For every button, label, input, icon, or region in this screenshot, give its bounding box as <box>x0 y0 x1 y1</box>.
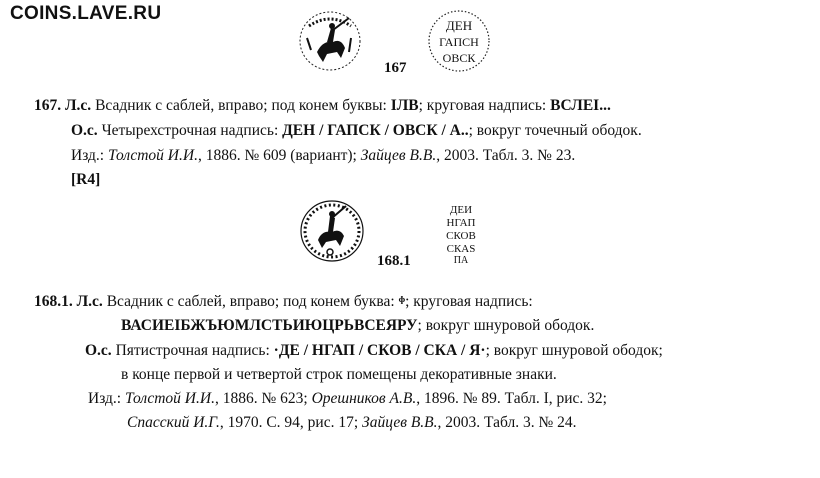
text: , 2003. Табл. 3. № 24. <box>437 414 577 431</box>
coin-168-text-line: СКАS <box>446 243 476 255</box>
entry-number: 168.1. Л.с. <box>34 293 103 310</box>
text: Пятистрочная надпись: <box>111 342 274 359</box>
text-italic: Толстой И.И. <box>107 147 198 164</box>
rarity-167: [R4] <box>71 171 101 188</box>
entry-167-line-2 <box>71 121 642 141</box>
text: ; вокруг шнуровой ободок. <box>417 317 595 334</box>
coin-168-reverse-image <box>298 198 366 264</box>
entry-168-line-6 <box>127 413 577 433</box>
text: , 1970. С. 94, рис. 17; <box>219 414 363 431</box>
text: ; круговая надпись: <box>405 293 533 310</box>
text: ; вокруг шнуровой ободок; <box>485 342 663 359</box>
coin-167-reverse-image <box>297 8 363 74</box>
coin-168-text-line: СКОВ <box>446 230 476 242</box>
entry-168-line-3 <box>85 341 663 361</box>
text: Четырехстрочная надпись: <box>97 122 283 139</box>
coin-168-text-line: ПА <box>453 255 469 266</box>
text-italic: Зайцев В.В. <box>362 414 438 431</box>
text-bold: IЛВ <box>390 97 419 114</box>
text-italic: Толстой И.И. <box>124 390 215 407</box>
coin-167-text-line: ОВСК <box>442 51 476 65</box>
entry-167-line-1 <box>34 96 611 116</box>
coin-167-text-line: ГАПСН <box>439 35 479 49</box>
text: Всадник с саблей, вправо; под конем буква: <box>102 293 399 310</box>
entry-168-line-1 <box>34 292 533 312</box>
text-bold: ДЕН / ГАПСК / ОВСК / А.. <box>282 122 469 139</box>
text-italic: Спасский И.Г. <box>127 414 220 431</box>
text: , 1886. № 623; <box>214 390 312 407</box>
text: Изд.: <box>71 147 108 164</box>
coin-168-text-line: НГАП <box>446 217 476 229</box>
site-watermark: COINS.LAVE.RU <box>10 3 162 24</box>
text: ; вокруг точечный ободок. <box>468 122 642 139</box>
entry-168-line-4 <box>121 365 557 385</box>
text-bold: ВАСИЕIБЖЪЮМЛСТЬИЮЦРЬВСЕЯРУ <box>121 317 418 334</box>
text: , 2003. Табл. 3. № 23. <box>436 147 576 164</box>
entry-168-line-5 <box>88 389 607 409</box>
text-bold: ВСЛЕI... <box>550 97 611 114</box>
text-italic: Зайцев В.В. <box>360 147 437 164</box>
coin-167-text-line: ДЕН <box>445 18 473 33</box>
coin-167-obverse-image <box>426 8 492 74</box>
text-bold: ·ДЕ / НГАП / СКОВ / СКА / Я· <box>273 342 486 359</box>
side-label: О.с. <box>85 342 112 359</box>
text: , 1896. № 89. Табл. I, рис. 32; <box>416 390 607 407</box>
coin-168-text-line: ДЕИ <box>449 204 473 216</box>
text: Всадник с саблей, вправо; под конем буквы: <box>91 97 391 114</box>
text-italic: Орешников А.В. <box>311 390 417 407</box>
text-bold: ᶲ <box>398 293 406 310</box>
entry-168-line-2 <box>121 316 594 336</box>
plate-number-168: 168.1 <box>377 253 411 269</box>
text: , 1886. № 609 (вариант); <box>197 147 361 164</box>
side-label: О.с. <box>71 122 98 139</box>
coin-168-obverse-image <box>428 200 494 266</box>
text: в конце первой и четвертой строк помещены декоративные знаки. <box>121 366 557 383</box>
entry-167-line-3 <box>71 146 575 166</box>
plate-number-167: 167 <box>384 60 407 76</box>
text: Изд.: <box>88 390 125 407</box>
text: ; круговая надпись: <box>418 97 551 114</box>
entry-number: 167. Л.с. <box>34 97 92 114</box>
